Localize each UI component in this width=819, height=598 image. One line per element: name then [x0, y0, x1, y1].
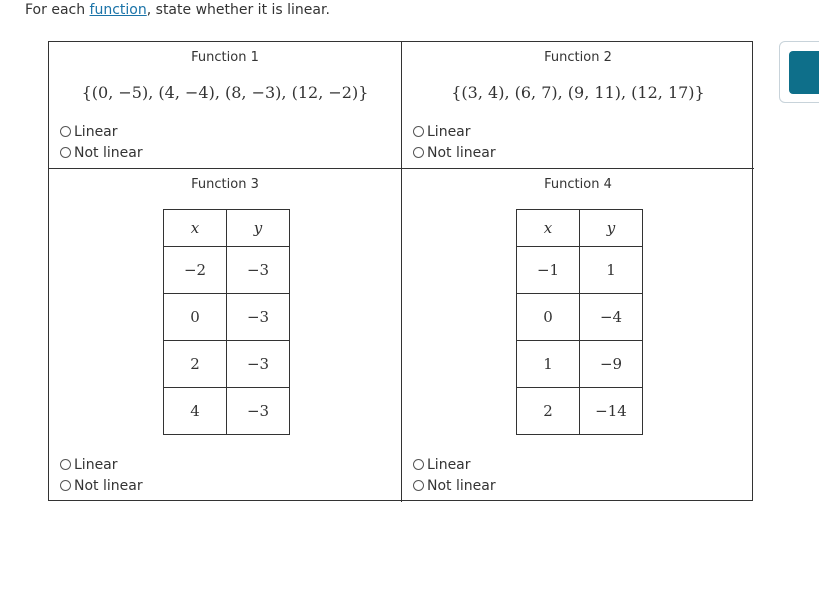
- x-cell: 1: [517, 341, 580, 388]
- function-2-not-linear-option[interactable]: [413, 142, 496, 163]
- function-1-linear-radio[interactable]: [60, 126, 71, 137]
- function-4-not-linear-label: Not linear: [427, 477, 496, 494]
- function-1-linear-option[interactable]: [60, 121, 143, 142]
- function-2-linear-radio[interactable]: [413, 126, 424, 137]
- question-prompt: [25, 2, 330, 18]
- function-3-not-linear-radio[interactable]: [60, 480, 71, 491]
- prompt-text-after: , state whether it is linear.: [146, 2, 330, 18]
- function-1-not-linear-radio[interactable]: [60, 147, 71, 158]
- function-3-linear-option[interactable]: [60, 454, 143, 475]
- function-2-linear-label: Linear: [427, 123, 471, 140]
- x-header: x: [164, 210, 227, 247]
- functions-grid: [48, 41, 753, 501]
- function-4-options: [413, 454, 496, 496]
- function-2-set: {(3, 4), (6, 7), (9, 11), (12, 17)}: [451, 83, 705, 102]
- function-link[interactable]: function: [89, 2, 147, 18]
- function-3-panel: [49, 169, 402, 502]
- table-row: [517, 294, 643, 341]
- function-1-options: [60, 121, 143, 163]
- function-1-title: Function 1: [191, 50, 259, 65]
- function-1-not-linear-option[interactable]: [60, 142, 143, 163]
- function-2-options: [413, 121, 496, 163]
- function-4-table: [516, 209, 643, 435]
- table-row: [517, 388, 643, 435]
- function-4-panel: [402, 169, 754, 502]
- y-cell: −3: [227, 294, 290, 341]
- function-2-panel: [402, 42, 754, 169]
- table-header-row: [517, 210, 643, 247]
- function-2-title: Function 2: [544, 50, 612, 65]
- function-3-title: Function 3: [191, 177, 259, 192]
- table-row: [164, 388, 290, 435]
- x-cell: 0: [517, 294, 580, 341]
- function-4-title: Function 4: [544, 177, 612, 192]
- table-row: [517, 247, 643, 294]
- y-cell: 1: [580, 247, 643, 294]
- prompt-text-before: For each: [25, 2, 90, 18]
- table-row: [164, 341, 290, 388]
- y-cell: −3: [227, 388, 290, 435]
- function-3-linear-radio[interactable]: [60, 459, 71, 470]
- table-header-row: [164, 210, 290, 247]
- side-panel-button-fill: [789, 51, 819, 94]
- y-header: y: [580, 210, 643, 247]
- table-row: [164, 294, 290, 341]
- function-4-not-linear-option[interactable]: [413, 475, 496, 496]
- function-3-table: [163, 209, 290, 435]
- x-cell: 0: [164, 294, 227, 341]
- function-1-linear-label: Linear: [74, 123, 118, 140]
- function-3-linear-label: Linear: [74, 456, 118, 473]
- function-1-set: {(0, −5), (4, −4), (8, −3), (12, −2)}: [81, 83, 369, 102]
- y-cell: −3: [227, 247, 290, 294]
- x-cell: 2: [164, 341, 227, 388]
- function-3-options: [60, 454, 143, 496]
- function-2-not-linear-label: Not linear: [427, 144, 496, 161]
- function-2-linear-option[interactable]: [413, 121, 496, 142]
- x-header: x: [517, 210, 580, 247]
- function-2-not-linear-radio[interactable]: [413, 147, 424, 158]
- function-1-not-linear-label: Not linear: [74, 144, 143, 161]
- function-4-linear-radio[interactable]: [413, 459, 424, 470]
- function-4-linear-label: Linear: [427, 456, 471, 473]
- y-cell: −3: [227, 341, 290, 388]
- function-4-not-linear-radio[interactable]: [413, 480, 424, 491]
- x-cell: −1: [517, 247, 580, 294]
- x-cell: 4: [164, 388, 227, 435]
- function-4-linear-option[interactable]: [413, 454, 496, 475]
- y-header: y: [227, 210, 290, 247]
- side-panel-button[interactable]: [779, 41, 819, 103]
- x-cell: −2: [164, 247, 227, 294]
- x-cell: 2: [517, 388, 580, 435]
- function-3-not-linear-label: Not linear: [74, 477, 143, 494]
- table-row: [517, 341, 643, 388]
- y-cell: −14: [580, 388, 643, 435]
- y-cell: −4: [580, 294, 643, 341]
- function-3-not-linear-option[interactable]: [60, 475, 143, 496]
- y-cell: −9: [580, 341, 643, 388]
- function-1-panel: [49, 42, 402, 169]
- table-row: [164, 247, 290, 294]
